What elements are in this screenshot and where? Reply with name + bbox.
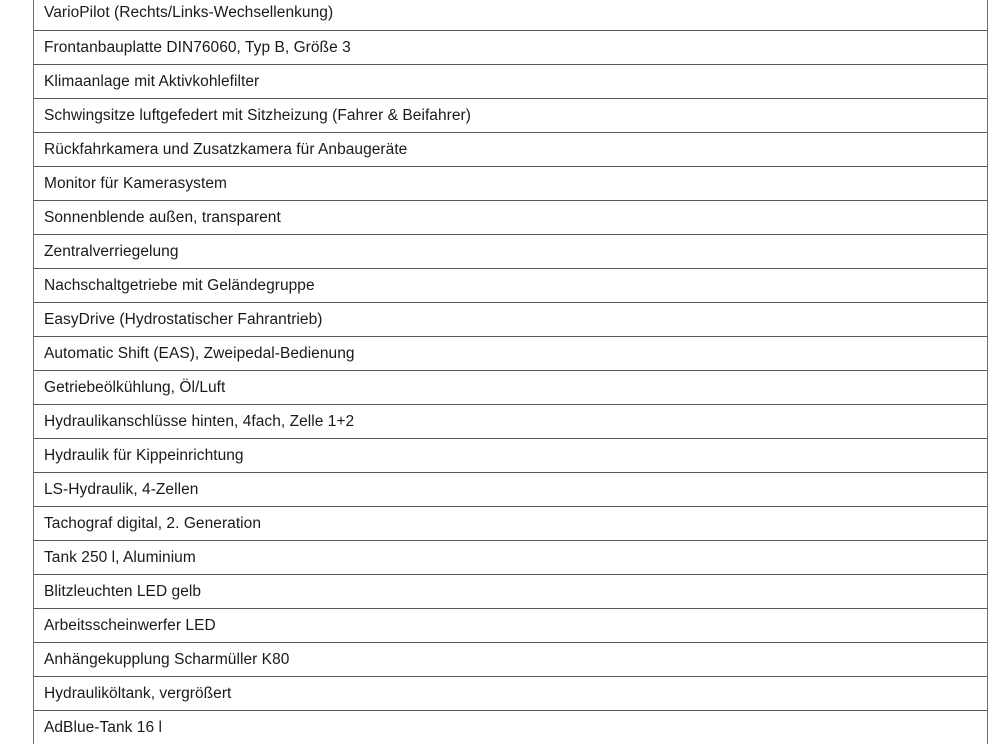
table-row (34, 506, 987, 540)
equipment-table (33, 0, 988, 744)
table-row (34, 336, 987, 370)
table-row (34, 0, 987, 30)
equipment-item-label: LS-Hydraulik, 4-Zellen (44, 480, 199, 498)
table-row (34, 438, 987, 472)
table-row (34, 268, 987, 302)
equipment-item-label: Blitzleuchten LED gelb (44, 582, 202, 600)
table-row (34, 166, 987, 200)
table-row (34, 642, 987, 676)
equipment-item-label: AdBlue-Tank 16 l (44, 718, 162, 736)
table-row (34, 234, 987, 268)
equipment-item-label: Schwingsitze luftgefedert mit Sitzheizung (Fahrer & Beifahrer) (44, 106, 471, 124)
equipment-item-label: Hydraulik für Kippeinrichtung (44, 446, 244, 464)
table-row (34, 574, 987, 608)
table-row (34, 200, 987, 234)
table-row (34, 302, 987, 336)
equipment-item-label: VarioPilot (Rechts/Links-Wechsellenkung) (44, 4, 334, 21)
table-row (34, 710, 987, 744)
equipment-item-label: Automatic Shift (EAS), Zweipedal-Bedienung (44, 344, 355, 362)
table-row (34, 30, 987, 64)
table-row (34, 676, 987, 710)
table-row (34, 472, 987, 506)
equipment-item-label: Getriebeölkühlung, Öl/Luft (44, 378, 226, 396)
equipment-item-label: Nachschaltgetriebe mit Geländegruppe (44, 276, 315, 294)
table-row (34, 608, 987, 642)
equipment-item-label: Arbeitsscheinwerfer LED (44, 616, 216, 634)
equipment-item-label: Klimaanlage mit Aktivkohlefilter (44, 72, 260, 90)
equipment-item-label: EasyDrive (Hydrostatischer Fahrantrieb) (44, 310, 323, 328)
table-row (34, 370, 987, 404)
equipment-item-label: Sonnenblende außen, transparent (44, 208, 281, 226)
equipment-item-label: Frontanbauplatte DIN76060, Typ B, Größe 3 (44, 38, 351, 56)
equipment-item-label: Anhängekupplung Scharmüller K80 (44, 650, 290, 668)
table-row (34, 540, 987, 574)
table-row (34, 404, 987, 438)
equipment-item-label: Hydraulikanschlüsse hinten, 4fach, Zelle 1+2 (44, 412, 355, 430)
table-row (34, 64, 987, 98)
equipment-item-label: Zentralverriegelung (44, 242, 179, 260)
equipment-item-label: Hydrauliköltank, vergrößert (44, 684, 232, 702)
equipment-item-label: Rückfahrkamera und Zusatzkamera für Anbaugeräte (44, 140, 408, 158)
table-row (34, 98, 987, 132)
equipment-item-label: Tank 250 l, Aluminium (44, 548, 196, 566)
equipment-item-label: Tachograf digital, 2. Generation (44, 514, 262, 532)
equipment-item-label: Monitor für Kamerasystem (44, 174, 227, 192)
table-row (34, 132, 987, 166)
